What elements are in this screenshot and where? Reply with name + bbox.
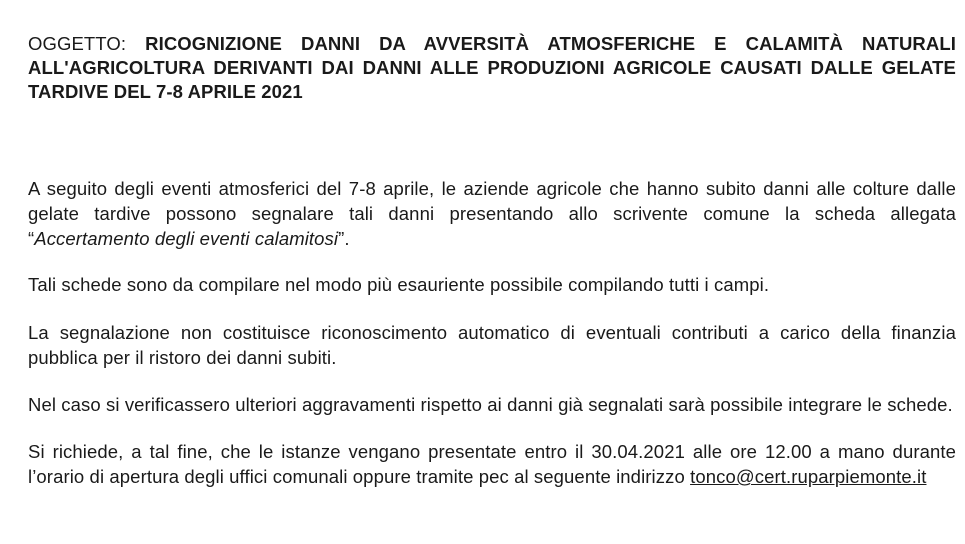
subject-heading [28, 32, 956, 104]
subject-label: OGGETTO: [28, 33, 127, 54]
paragraph-form-completion: Tali schede sono da compilare nel modo più esauriente possibile compilando tutti i campi. [28, 274, 770, 295]
form-title: Accertamento degli eventi calamitosi [34, 228, 339, 249]
document-body [28, 176, 956, 511]
paragraph-text: A seguito degli eventi atmosferici del 7-8 aprile, le aziende agricole che hanno subito danni alle colture dalle gelate tardive possono segnalare tali danni presentando allo scrivente comune la scheda allegata “ [28, 178, 956, 249]
paragraph-further-damage: Nel caso si verificassero ulteriori aggravamenti rispetto ai danni già segnalati sarà possibile integrare le schede. [28, 394, 953, 415]
paragraph-submission-deadline [28, 439, 956, 489]
paragraph-text: ”. [338, 228, 350, 249]
paragraph-text: Si richiede, a tal fine, che le istanze vengano presentate entro il 30.04.2021 alle ore 12.00 a mano durante l’orario di apertura degli uffici comunali oppure tramite pec al seguente indirizzo [28, 441, 956, 487]
paragraph-no-automatic-contribution: La segnalazione non costituisce riconoscimento automatico di eventuali contributi a carico della finanzia pubblica per il ristoro dei danni subiti. [28, 322, 956, 368]
pec-email-link[interactable]: tonco@cert.ruparpiemonte.it [690, 466, 927, 487]
subject-title: RICOGNIZIONE DANNI DA AVVERSITÀ ATMOSFERICHE E CALAMITÀ NATURALI ALL'AGRICOLTURA DERIVANTI DAI DANNI ALLE PRODUZIONI AGRICOLE CAUSATI DALLE GELATE TARDIVE DEL 7-8 APRILE 2021 [28, 33, 956, 102]
paragraph-reporting-instructions [28, 176, 956, 251]
